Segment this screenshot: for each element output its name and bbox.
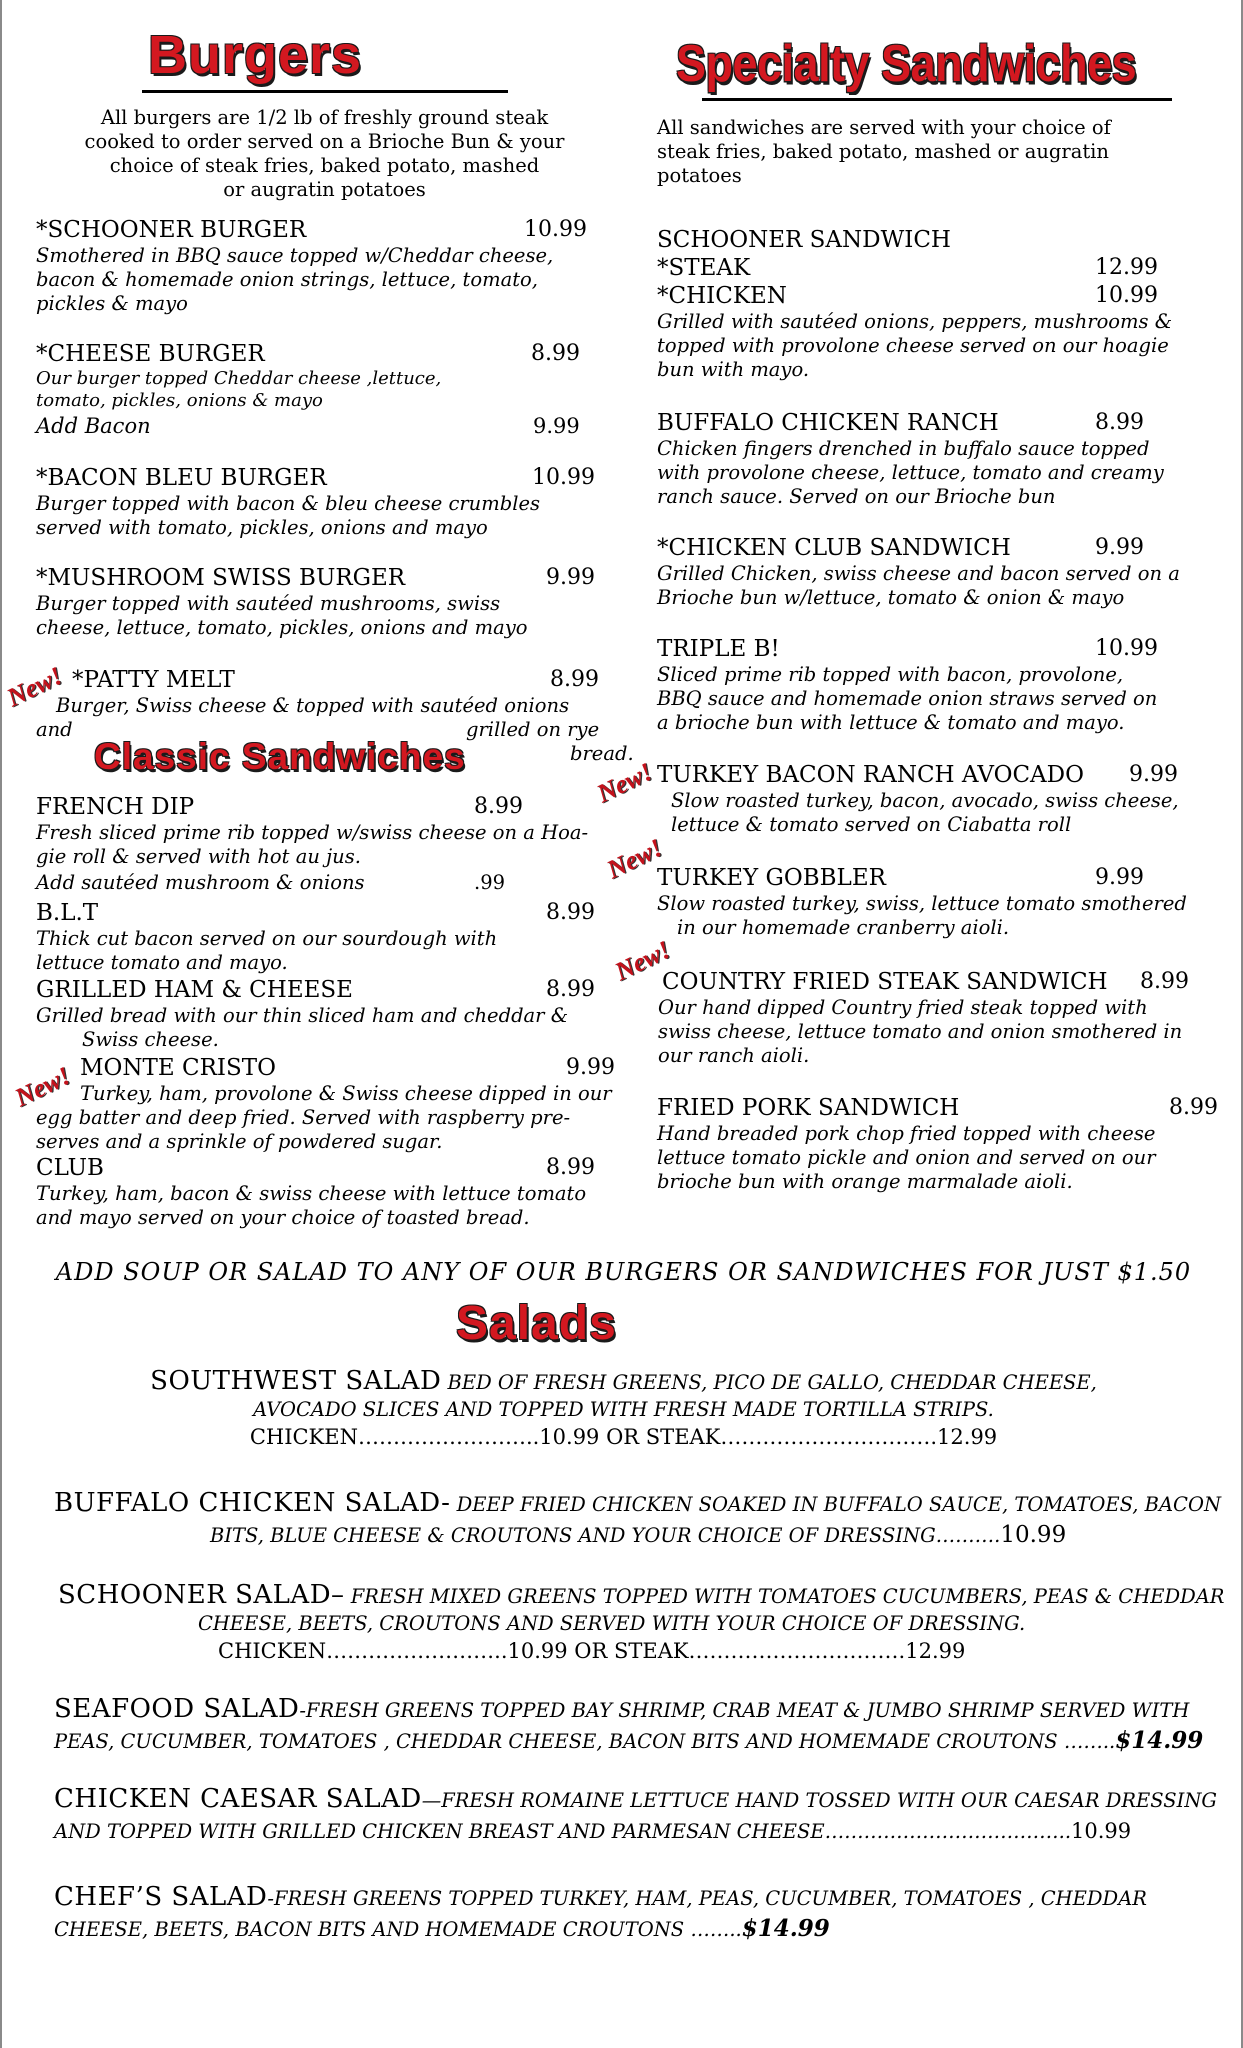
addon-price: 9.99	[533, 414, 580, 438]
item-price: 9.99	[1095, 865, 1144, 890]
steak-option: *STEAK	[657, 255, 751, 281]
item-name: *CHICKEN CLUB SANDWICH	[657, 535, 1011, 561]
description-line: tomato, pickles, onions & mayo	[36, 390, 323, 411]
salad-price: 10.99	[1071, 1819, 1132, 1843]
menu-item-french-dip	[36, 793, 656, 897]
salad-name: SCHOONER SALAD–	[58, 1580, 345, 1610]
description-line: bacon & homemade onion strings, lettuce, tomato,	[36, 268, 538, 291]
menu-item-turkey-gobbler	[657, 864, 1243, 940]
menu-item-cheese-burger	[36, 340, 636, 440]
salad-price: $14.99	[741, 1915, 830, 1942]
add-soup-or-salad-note: ADD SOUP OR SALAD TO ANY OF OUR BURGERS OR SANDWICHES FOR JUST $1.50	[55, 1258, 1192, 1286]
new-badge: New!	[592, 756, 657, 809]
item-name: *PATTY MELT	[72, 667, 235, 693]
item-description	[36, 821, 656, 869]
item-name: *SCHOONER BURGER	[36, 217, 307, 243]
item-price: 8.99	[546, 900, 595, 925]
salad-description: BITS, BLUE CHEESE & CROUTONS AND YOUR CHOICE OF DRESSING……….	[210, 1524, 1001, 1547]
addon-label: Add Bacon	[36, 414, 151, 438]
item-price: 10.99	[1095, 636, 1158, 661]
description-line: egg batter and deep fried. Served with raspberry pre-	[36, 1106, 571, 1129]
item-description	[36, 592, 636, 640]
salad-schooner	[58, 1580, 1238, 1666]
menu-item-country-fried-steak-sandwich	[658, 968, 1242, 1068]
salad-name: CHICKEN CAESAR SALAD	[54, 1784, 422, 1814]
description-line: Burger topped with sautéed mushrooms, swiss	[36, 592, 501, 615]
intro-line: or augratin potatoes	[223, 178, 426, 201]
item-description	[657, 663, 1237, 735]
salad-name: BUFFALO CHICKEN SALAD-	[54, 1488, 451, 1518]
item-name: *CHEESE BURGER	[36, 341, 265, 367]
salad-description: DEEP FRIED CHICKEN SOAKED IN BUFFALO SAUCE, TOMATOES, BACON	[456, 1493, 1222, 1516]
description-line: and mayo served on your choice of toasted bread.	[36, 1206, 530, 1229]
description-line: serves and a sprinkle of powdered sugar.	[36, 1130, 443, 1153]
item-price: 10.99	[1095, 283, 1158, 308]
item-name: BUFFALO CHICKEN RANCH	[657, 410, 999, 436]
menu-item-mushroom-swiss-burger	[36, 564, 636, 640]
description-line: Grilled with sautéed onions, peppers, mushrooms &	[657, 310, 1173, 333]
new-badge: New!	[602, 832, 667, 885]
description-line: Burger, Swiss cheese & topped with sautéed onions	[56, 694, 570, 717]
salad-description-line	[54, 1914, 1234, 1945]
item-name: TURKEY GOBBLER	[657, 865, 886, 891]
item-description	[36, 1004, 656, 1052]
description-line: Slow roasted turkey, swiss, lettuce tomato smothered	[657, 892, 1187, 915]
new-badge: New!	[10, 1060, 75, 1113]
menu-item-triple-b	[657, 635, 1237, 735]
item-name: FRENCH DIP	[36, 794, 195, 820]
item-price: 8.99	[550, 667, 599, 692]
salad-description: -FRESH GREENS TOPPED TURKEY, HAM, PEAS, CUCUMBER, TOMATOES , CHEDDAR	[267, 1887, 1147, 1910]
description-line: gie roll & served with hot au jus.	[36, 845, 361, 868]
salad-description: PEAS, CUCUMBER, TOMATOES , CHEDDAR CHEESE, BACON BITS AND HOMEMADE CROUTONS ……..	[54, 1730, 1116, 1753]
salad-description: CHEESE, BEETS, CROUTONS AND SERVED WITH YOUR CHOICE OF DRESSING.	[198, 1612, 1026, 1635]
salad-title-line	[2, 1366, 1243, 1398]
intro-line: All burgers are 1/2 lb of freshly ground steak	[100, 106, 549, 129]
menu-item-blt	[36, 899, 636, 975]
description-line: Fresh sliced prime rib topped w/swiss cheese on a Hoa-	[36, 821, 589, 844]
description-line: Sliced prime rib topped with bacon, provolone,	[657, 663, 1124, 686]
item-description	[36, 1082, 656, 1154]
description-line: Grilled bread with our thin sliced ham and cheddar &	[36, 1004, 569, 1027]
item-description	[36, 927, 636, 975]
description-line: served with tomato, pickles, onions and mayo	[36, 516, 488, 539]
classic-sandwiches-heading: Classic Sandwiches	[94, 736, 466, 777]
description-line: cheese, lettuce, tomato, pickles, onions and mayo	[36, 616, 528, 639]
item-description	[658, 996, 1242, 1068]
description-line: Burger topped with bacon & bleu cheese crumbles	[36, 492, 541, 515]
description-line: in our homemade cranberry aioli.	[677, 916, 1010, 939]
menu-item-turkey-bacon-ranch-avocado	[657, 761, 1237, 837]
salad-description-line	[54, 1520, 1234, 1551]
salad-southwest	[2, 1366, 1243, 1452]
salad-seafood	[54, 1694, 1234, 1757]
description-line: Our hand dipped Country fried steak topped with	[658, 996, 1148, 1019]
burgers-underline	[142, 90, 508, 93]
description-line: lettuce tomato pickle and onion and served on our	[657, 1146, 1156, 1169]
salad-description-line	[54, 1726, 1234, 1757]
intro-line: All sandwiches are served with your choice of	[657, 116, 1111, 139]
salad-title-line	[54, 1882, 1234, 1914]
item-description	[657, 1122, 1237, 1194]
menu-item-chicken-club-sandwich	[657, 534, 1237, 610]
menu-item-fried-pork-sandwich	[657, 1094, 1237, 1194]
item-name: COUNTRY FRIED STEAK SANDWICH	[662, 969, 1108, 995]
salad-chicken-caesar	[54, 1784, 1234, 1847]
description-line: ranch sauce. Served on our Brioche bun	[657, 485, 1056, 508]
menu-item-grilled-ham-cheese	[36, 976, 656, 1052]
item-description	[657, 789, 1237, 837]
item-description	[657, 562, 1237, 610]
item-price: 9.99	[546, 565, 595, 590]
salad-name: CHEF’S SALAD	[54, 1882, 268, 1912]
item-name: SCHOONER SANDWICH	[657, 227, 951, 253]
description-line: swiss cheese, lettuce tomato and onion smothered in	[658, 1020, 1183, 1043]
item-name: TRIPLE B!	[657, 636, 780, 662]
add-mushroom-onion-option	[36, 869, 656, 897]
menu-item-schooner-sandwich	[657, 226, 1237, 382]
description-line: grilled on rye	[466, 718, 600, 741]
item-name: *MUSHROOM SWISS BURGER	[36, 565, 406, 591]
menu-item-schooner-burger	[36, 216, 636, 316]
item-name: MONTE CRISTO	[80, 1055, 276, 1081]
description-line: Smothered in BBQ sauce topped w/Cheddar cheese,	[36, 244, 554, 267]
item-name: CLUB	[36, 1155, 104, 1181]
item-description	[657, 310, 1237, 382]
description-line: with provolone cheese, lettuce, tomato and creamy	[657, 461, 1164, 484]
item-name: GRILLED HAM & CHEESE	[36, 977, 353, 1003]
item-description	[36, 244, 636, 316]
specialty-underline	[702, 98, 1172, 101]
menu-item-monte-cristo	[36, 1054, 656, 1154]
intro-line: potatoes	[657, 164, 742, 187]
description-line: Slow roasted turkey, bacon, avocado, swiss cheese,	[671, 789, 1179, 812]
item-price: 8.99	[1095, 410, 1144, 435]
new-badge: New!	[2, 660, 67, 713]
specialty-intro	[657, 116, 1227, 188]
description-line: and	[36, 718, 73, 741]
item-price: 8.99	[1140, 969, 1189, 994]
item-price: 8.99	[1169, 1095, 1218, 1120]
salad-title-line	[54, 1784, 1234, 1816]
item-description	[657, 892, 1243, 940]
salad-title-line	[58, 1580, 1238, 1612]
item-price: 8.99	[531, 341, 580, 366]
salad-description: BED OF FRESH GREENS, PICO DE GALLO, CHEDDAR CHEESE,	[447, 1371, 1097, 1394]
item-price: 9.99	[1129, 762, 1178, 787]
item-price: 9.99	[566, 1055, 615, 1080]
salad-title-line	[54, 1488, 1234, 1520]
description-line: lettuce & tomato served on Ciabatta roll	[671, 813, 1072, 836]
description-line: topped with provolone cheese served on our hoagie	[657, 334, 1169, 357]
description-line: Grilled Chicken, swiss cheese and bacon served on a	[657, 562, 1180, 585]
intro-line: steak fries, baked potato, mashed or augratin	[657, 140, 1109, 163]
burgers-heading: Burgers	[148, 25, 363, 85]
salad-prices: CHICKEN……………………..10.99 OR STEAK………………………….12.99	[249, 1425, 998, 1449]
intro-line: cooked to order served on a Brioche Bun & your	[84, 130, 565, 153]
menu-item-club	[36, 1154, 656, 1230]
addon-label: Add sautéed mushroom & onions	[36, 871, 365, 894]
item-description	[36, 368, 636, 412]
description-line: Turkey, ham, provolone & Swiss cheese dipped in our	[80, 1082, 612, 1105]
item-price: 8.99	[546, 1155, 595, 1180]
item-price: 12.99	[1095, 255, 1158, 280]
specialty-sandwiches-heading: Specialty Sandwiches	[676, 34, 1137, 93]
item-name: B.L.T	[36, 900, 99, 926]
item-description	[657, 437, 1237, 509]
item-price: 10.99	[524, 217, 587, 242]
salad-price: $14.99	[1115, 1727, 1204, 1754]
description-line: lettuce tomato and mayo.	[36, 951, 288, 974]
salad-description-line	[54, 1816, 1234, 1847]
description-line: our ranch aioli.	[658, 1044, 810, 1067]
burgers-intro	[42, 106, 607, 202]
item-description	[36, 492, 636, 540]
salad-name: SEAFOOD SALAD	[54, 1694, 300, 1724]
item-price: 8.99	[546, 977, 595, 1002]
description-line: brioche bun with orange marmalade aioli.	[657, 1170, 1073, 1193]
description-line: Hand breaded pork chop fried topped with cheese	[657, 1122, 1156, 1145]
item-price: 10.99	[532, 465, 595, 490]
description-line: a brioche bun with lettuce & tomato and mayo.	[657, 711, 1125, 734]
new-badge: New!	[610, 934, 675, 987]
description-line: Turkey, ham, bacon & swiss cheese with lettuce tomato	[36, 1182, 587, 1205]
intro-line: choice of steak fries, baked potato, mashed	[109, 154, 540, 177]
menu-item-bacon-bleu-burger	[36, 464, 636, 540]
item-name: FRIED PORK SANDWICH	[657, 1095, 960, 1121]
description-line: bun with mayo.	[657, 358, 810, 381]
salad-description: -FRESH GREENS TOPPED BAY SHRIMP, CRAB MEAT & JUMBO SHRIMP SERVED WITH	[299, 1699, 1190, 1722]
menu-item-buffalo-chicken-ranch	[657, 409, 1237, 509]
description-line: BBQ sauce and homemade onion straws served on	[657, 687, 1158, 710]
salad-description: FRESH MIXED GREENS TOPPED WITH TOMATOES CUCUMBERS, PEAS & CHEDDAR	[350, 1585, 1225, 1608]
item-description	[36, 1182, 656, 1230]
item-price: 8.99	[474, 794, 523, 819]
description-line: Brioche bun w/lettuce, tomato & onion & mayo	[657, 586, 1125, 609]
description-line: Swiss cheese.	[82, 1028, 219, 1051]
description-line: bread.	[570, 742, 634, 765]
salad-description: AVOCADO SLICES AND TOPPED WITH FRESH MADE TORTILLA STRIPS.	[253, 1398, 994, 1421]
item-name: *BACON BLEU BURGER	[36, 465, 327, 491]
salad-name: SOUTHWEST SALAD	[150, 1366, 442, 1396]
description-line: Thick cut bacon served on our sourdough with	[36, 927, 498, 950]
item-price: 9.99	[1095, 535, 1144, 560]
description-line: pickles & mayo	[36, 292, 188, 315]
add-bacon-option	[36, 412, 636, 440]
salad-description: AND TOPPED WITH GRILLED CHICKEN BREAST AND PARMESAN CHEESE………………………………..	[54, 1820, 1072, 1843]
addon-price: .99	[474, 871, 506, 894]
salad-chefs	[54, 1882, 1234, 1945]
description-line: Chicken fingers drenched in buffalo sauce topped	[657, 437, 1150, 460]
salad-prices: CHICKEN……………………..10.99 OR STEAK………………………….12.99	[218, 1639, 966, 1663]
salad-price: 10.99	[1000, 1522, 1067, 1548]
item-name: TURKEY BACON RANCH AVOCADO	[657, 762, 1084, 788]
salads-heading: Salads	[456, 1297, 617, 1350]
salad-buffalo-chicken	[54, 1488, 1234, 1551]
chicken-option: *CHICKEN	[657, 283, 787, 309]
description-line: Our burger topped Cheddar cheese ,lettuce,	[36, 368, 442, 389]
salad-description: CHEESE, BEETS, BACON BITS AND HOMEMADE CROUTONS ……..	[54, 1918, 742, 1941]
salad-title-line	[54, 1694, 1234, 1726]
salad-description: —FRESH ROMAINE LETTUCE HAND TOSSED WITH OUR CAESAR DRESSING	[421, 1789, 1217, 1812]
